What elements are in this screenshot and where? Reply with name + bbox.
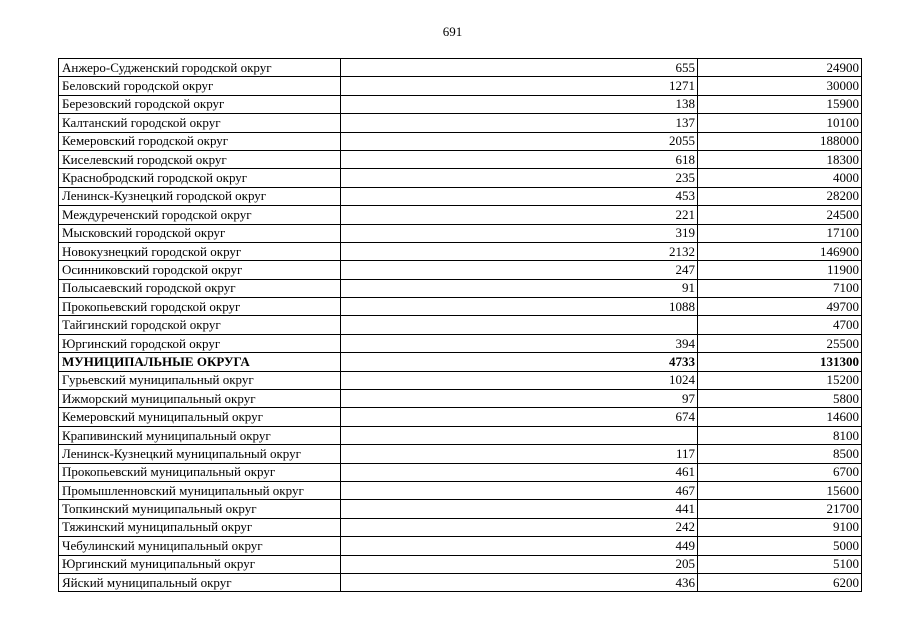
table-row bbox=[59, 187, 862, 205]
value-1-cell: 97 bbox=[341, 390, 698, 408]
table-row bbox=[59, 445, 862, 463]
value-2-cell: 25500 bbox=[698, 334, 862, 352]
value-1-cell: 1088 bbox=[341, 298, 698, 316]
value-1-cell: 205 bbox=[341, 555, 698, 573]
value-2-cell: 131300 bbox=[698, 353, 862, 371]
value-2-cell: 18300 bbox=[698, 150, 862, 168]
value-1-cell: 394 bbox=[341, 334, 698, 352]
value-1-cell: 117 bbox=[341, 445, 698, 463]
value-2-cell: 21700 bbox=[698, 500, 862, 518]
value-2-cell: 24900 bbox=[698, 59, 862, 77]
value-2-cell: 5800 bbox=[698, 390, 862, 408]
table-row bbox=[59, 426, 862, 444]
value-1-cell: 1271 bbox=[341, 77, 698, 95]
table-row bbox=[59, 573, 862, 591]
municipality-name-cell: Полысаевский городской округ bbox=[59, 279, 341, 297]
value-1-cell: 467 bbox=[341, 481, 698, 499]
municipality-name-cell: Краснобродский городской округ bbox=[59, 169, 341, 187]
table-row bbox=[59, 316, 862, 334]
table-row bbox=[59, 261, 862, 279]
table-row bbox=[59, 500, 862, 518]
value-1-cell bbox=[341, 426, 698, 444]
value-2-cell: 4700 bbox=[698, 316, 862, 334]
table-row bbox=[59, 95, 862, 113]
value-1-cell: 91 bbox=[341, 279, 698, 297]
municipality-name-cell: Яйский муниципальный округ bbox=[59, 573, 341, 591]
municipality-name-cell: Осинниковский городской округ bbox=[59, 261, 341, 279]
table-row bbox=[59, 114, 862, 132]
value-1-cell: 137 bbox=[341, 114, 698, 132]
municipality-name-cell: Ленинск-Кузнецкий городской округ bbox=[59, 187, 341, 205]
value-1-cell: 138 bbox=[341, 95, 698, 113]
table-row bbox=[59, 371, 862, 389]
municipality-name-cell: Тяжинский муниципальный округ bbox=[59, 518, 341, 536]
municipality-name-cell: Ленинск-Кузнецкий муниципальный округ bbox=[59, 445, 341, 463]
value-2-cell: 28200 bbox=[698, 187, 862, 205]
table-row bbox=[59, 390, 862, 408]
municipality-name-cell: Юргинский городской округ bbox=[59, 334, 341, 352]
municipality-name-cell: Гурьевский муниципальный округ bbox=[59, 371, 341, 389]
municipality-name-cell: Топкинский муниципальный округ bbox=[59, 500, 341, 518]
municipality-name-cell: Новокузнецкий городской округ bbox=[59, 242, 341, 260]
municipality-name-cell: Тайгинский городской округ bbox=[59, 316, 341, 334]
value-2-cell: 5100 bbox=[698, 555, 862, 573]
value-2-cell: 146900 bbox=[698, 242, 862, 260]
value-2-cell: 7100 bbox=[698, 279, 862, 297]
value-1-cell: 235 bbox=[341, 169, 698, 187]
value-2-cell: 8100 bbox=[698, 426, 862, 444]
value-2-cell: 5000 bbox=[698, 537, 862, 555]
municipality-name-cell: Ижморский муниципальный округ bbox=[59, 390, 341, 408]
municipality-name-cell: Чебулинский муниципальный округ bbox=[59, 537, 341, 555]
table-row bbox=[59, 206, 862, 224]
table-body bbox=[59, 59, 862, 592]
municipality-name-cell: Междуреченский городской округ bbox=[59, 206, 341, 224]
table-row bbox=[59, 298, 862, 316]
value-2-cell: 15600 bbox=[698, 481, 862, 499]
value-2-cell: 6200 bbox=[698, 573, 862, 591]
value-1-cell: 436 bbox=[341, 573, 698, 591]
value-2-cell: 10100 bbox=[698, 114, 862, 132]
municipality-name-cell: Анжеро-Судженский городской округ bbox=[59, 59, 341, 77]
municipality-name-cell: Кемеровский городской округ bbox=[59, 132, 341, 150]
value-1-cell: 1024 bbox=[341, 371, 698, 389]
value-1-cell bbox=[341, 316, 698, 334]
municipality-name-cell: МУНИЦИПАЛЬНЫЕ ОКРУГА bbox=[59, 353, 341, 371]
value-2-cell: 30000 bbox=[698, 77, 862, 95]
municipality-name-cell: Беловский городской округ bbox=[59, 77, 341, 95]
value-1-cell: 2132 bbox=[341, 242, 698, 260]
value-1-cell: 655 bbox=[341, 59, 698, 77]
value-1-cell: 319 bbox=[341, 224, 698, 242]
value-2-cell: 6700 bbox=[698, 463, 862, 481]
municipality-name-cell: Кемеровский муниципальный округ bbox=[59, 408, 341, 426]
value-1-cell: 453 bbox=[341, 187, 698, 205]
municipality-name-cell: Киселевский городской округ bbox=[59, 150, 341, 168]
value-1-cell: 247 bbox=[341, 261, 698, 279]
value-2-cell: 15200 bbox=[698, 371, 862, 389]
value-1-cell: 618 bbox=[341, 150, 698, 168]
table-row bbox=[59, 150, 862, 168]
municipality-name-cell: Березовский городской округ bbox=[59, 95, 341, 113]
value-2-cell: 17100 bbox=[698, 224, 862, 242]
value-2-cell: 11900 bbox=[698, 261, 862, 279]
table-row bbox=[59, 279, 862, 297]
value-2-cell: 8500 bbox=[698, 445, 862, 463]
table-row bbox=[59, 555, 862, 573]
municipality-name-cell: Мысковский городской округ bbox=[59, 224, 341, 242]
table-row bbox=[59, 463, 862, 481]
table-row bbox=[59, 77, 862, 95]
table-row bbox=[59, 132, 862, 150]
table-row bbox=[59, 408, 862, 426]
value-2-cell: 15900 bbox=[698, 95, 862, 113]
municipality-name-cell: Промышленновский муниципальный округ bbox=[59, 481, 341, 499]
table-row bbox=[59, 518, 862, 536]
municipality-name-cell: Юргинский муниципальный округ bbox=[59, 555, 341, 573]
value-2-cell: 9100 bbox=[698, 518, 862, 536]
value-1-cell: 242 bbox=[341, 518, 698, 536]
value-2-cell: 14600 bbox=[698, 408, 862, 426]
value-1-cell: 674 bbox=[341, 408, 698, 426]
municipality-name-cell: Крапивинский муниципальный округ bbox=[59, 426, 341, 444]
table-row bbox=[59, 481, 862, 499]
value-1-cell: 461 bbox=[341, 463, 698, 481]
value-1-cell: 449 bbox=[341, 537, 698, 555]
value-2-cell: 4000 bbox=[698, 169, 862, 187]
table-row bbox=[59, 59, 862, 77]
page-number: 691 bbox=[442, 24, 463, 39]
data-table bbox=[58, 58, 862, 592]
table-section-header-row bbox=[59, 353, 862, 371]
municipality-name-cell: Прокопьевский городской округ bbox=[59, 298, 341, 316]
table-row bbox=[59, 242, 862, 260]
municipality-name-cell: Прокопьевский муниципальный округ bbox=[59, 463, 341, 481]
table-row bbox=[59, 334, 862, 352]
value-2-cell: 188000 bbox=[698, 132, 862, 150]
value-2-cell: 49700 bbox=[698, 298, 862, 316]
municipality-name-cell: Калтанский городской округ bbox=[59, 114, 341, 132]
table-row bbox=[59, 224, 862, 242]
table-row bbox=[59, 537, 862, 555]
value-2-cell: 24500 bbox=[698, 206, 862, 224]
value-1-cell: 221 bbox=[341, 206, 698, 224]
value-1-cell: 2055 bbox=[341, 132, 698, 150]
table-row bbox=[59, 169, 862, 187]
value-1-cell: 441 bbox=[341, 500, 698, 518]
value-1-cell: 4733 bbox=[341, 353, 698, 371]
